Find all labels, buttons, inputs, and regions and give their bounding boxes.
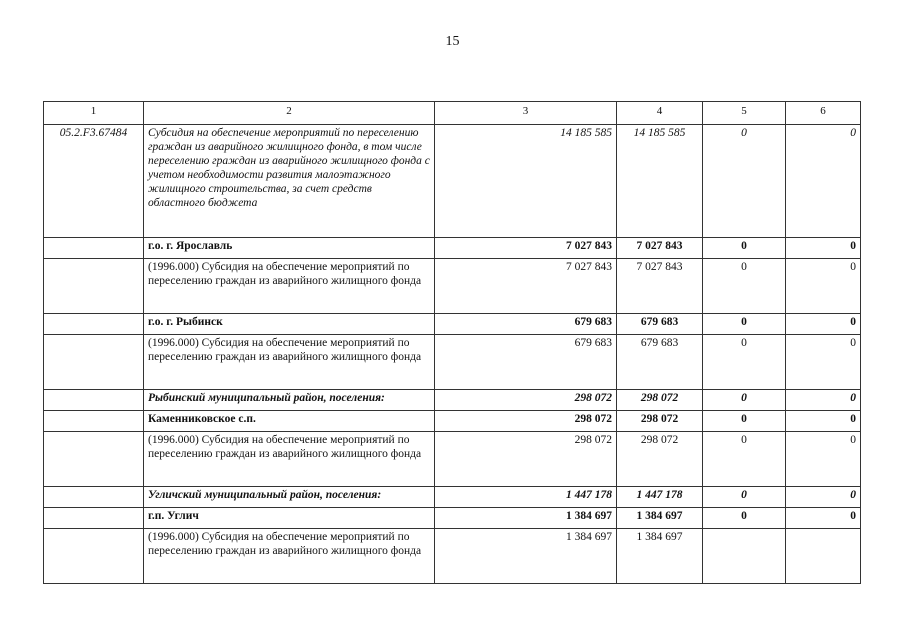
row-col5: 0	[703, 314, 786, 335]
row-col6: 0	[786, 390, 861, 411]
table-header-row	[44, 102, 861, 125]
row-name: г.п. Углич	[144, 508, 435, 529]
row-code	[44, 238, 144, 259]
row-col6: 0	[786, 411, 861, 432]
row-col5: 0	[703, 411, 786, 432]
row-col4: 298 072	[617, 411, 703, 432]
row-col4: 7 027 843	[617, 238, 703, 259]
row-col4: 1 384 697	[617, 529, 703, 584]
column-header: 3	[435, 102, 617, 125]
table-row	[44, 390, 861, 411]
row-col6: 0	[786, 259, 861, 314]
row-name: Угличский муниципальный район, поселения:	[144, 487, 435, 508]
table-row	[44, 314, 861, 335]
row-col5: 0	[703, 390, 786, 411]
table-row	[44, 529, 861, 584]
row-code	[44, 432, 144, 487]
row-code	[44, 508, 144, 529]
row-col5	[703, 529, 786, 584]
row-col5: 0	[703, 238, 786, 259]
row-col4: 7 027 843	[617, 259, 703, 314]
row-col3: 679 683	[435, 335, 617, 390]
row-col5: 0	[703, 487, 786, 508]
table-row	[44, 432, 861, 487]
row-name: Каменниковское с.п.	[144, 411, 435, 432]
row-col5: 0	[703, 335, 786, 390]
row-name: г.о. г. Ярославль	[144, 238, 435, 259]
row-col3: 298 072	[435, 390, 617, 411]
row-name: Рыбинский муниципальный район, поселения:	[144, 390, 435, 411]
row-col5: 0	[703, 432, 786, 487]
row-col4: 1 447 178	[617, 487, 703, 508]
table-row	[44, 487, 861, 508]
table-row	[44, 411, 861, 432]
row-col3: 298 072	[435, 411, 617, 432]
row-name: (1996.000) Субсидия на обеспечение мероприятий по переселению граждан из аварийного жилищного фонда	[144, 259, 435, 314]
row-code	[44, 335, 144, 390]
row-col4: 679 683	[617, 335, 703, 390]
table-row	[44, 335, 861, 390]
row-col4: 1 384 697	[617, 508, 703, 529]
row-name: (1996.000) Субсидия на обеспечение мероприятий по переселению граждан из аварийного жилищного фонда	[144, 529, 435, 584]
row-name: г.о. г. Рыбинск	[144, 314, 435, 335]
row-col6	[786, 529, 861, 584]
row-col3: 679 683	[435, 314, 617, 335]
row-col3: 298 072	[435, 432, 617, 487]
page-number: 15	[445, 34, 460, 49]
row-name: Субсидия на обеспечение мероприятий по переселению граждан из аварийного жилищного фонда, в том числе переселению граждан из аварийного жилищного фонда с учетом необходимости развития малоэтажного жилищного строительства, за счет средств областного бюджета	[144, 125, 435, 238]
column-header: 1	[44, 102, 144, 125]
row-col6: 0	[786, 432, 861, 487]
table-row	[44, 508, 861, 529]
row-name: (1996.000) Субсидия на обеспечение мероприятий по переселению граждан из аварийного жилищного фонда	[144, 335, 435, 390]
row-col4: 679 683	[617, 314, 703, 335]
table-row	[44, 125, 861, 238]
row-code: 05.2.F3.67484	[44, 125, 144, 238]
row-col5: 0	[703, 508, 786, 529]
column-header: 2	[144, 102, 435, 125]
row-col5: 0	[703, 125, 786, 238]
row-col4: 14 185 585	[617, 125, 703, 238]
column-header: 6	[786, 102, 861, 125]
table-row	[44, 259, 861, 314]
row-col4: 298 072	[617, 390, 703, 411]
row-col4: 298 072	[617, 432, 703, 487]
row-col3: 7 027 843	[435, 259, 617, 314]
row-code	[44, 314, 144, 335]
row-col6: 0	[786, 125, 861, 238]
row-code	[44, 487, 144, 508]
row-code	[44, 529, 144, 584]
row-col5: 0	[703, 259, 786, 314]
row-col6: 0	[786, 508, 861, 529]
row-col3: 1 447 178	[435, 487, 617, 508]
column-header: 4	[617, 102, 703, 125]
row-col6: 0	[786, 487, 861, 508]
budget-table	[43, 101, 861, 584]
row-col3: 1 384 697	[435, 529, 617, 584]
row-col6: 0	[786, 314, 861, 335]
row-name: (1996.000) Субсидия на обеспечение мероприятий по переселению граждан из аварийного жилищного фонда	[144, 432, 435, 487]
row-col3: 7 027 843	[435, 238, 617, 259]
row-code	[44, 390, 144, 411]
column-header: 5	[703, 102, 786, 125]
row-code	[44, 259, 144, 314]
row-col3: 1 384 697	[435, 508, 617, 529]
table-row	[44, 238, 861, 259]
row-col6: 0	[786, 238, 861, 259]
row-col3: 14 185 585	[435, 125, 617, 238]
row-col6: 0	[786, 335, 861, 390]
row-code	[44, 411, 144, 432]
